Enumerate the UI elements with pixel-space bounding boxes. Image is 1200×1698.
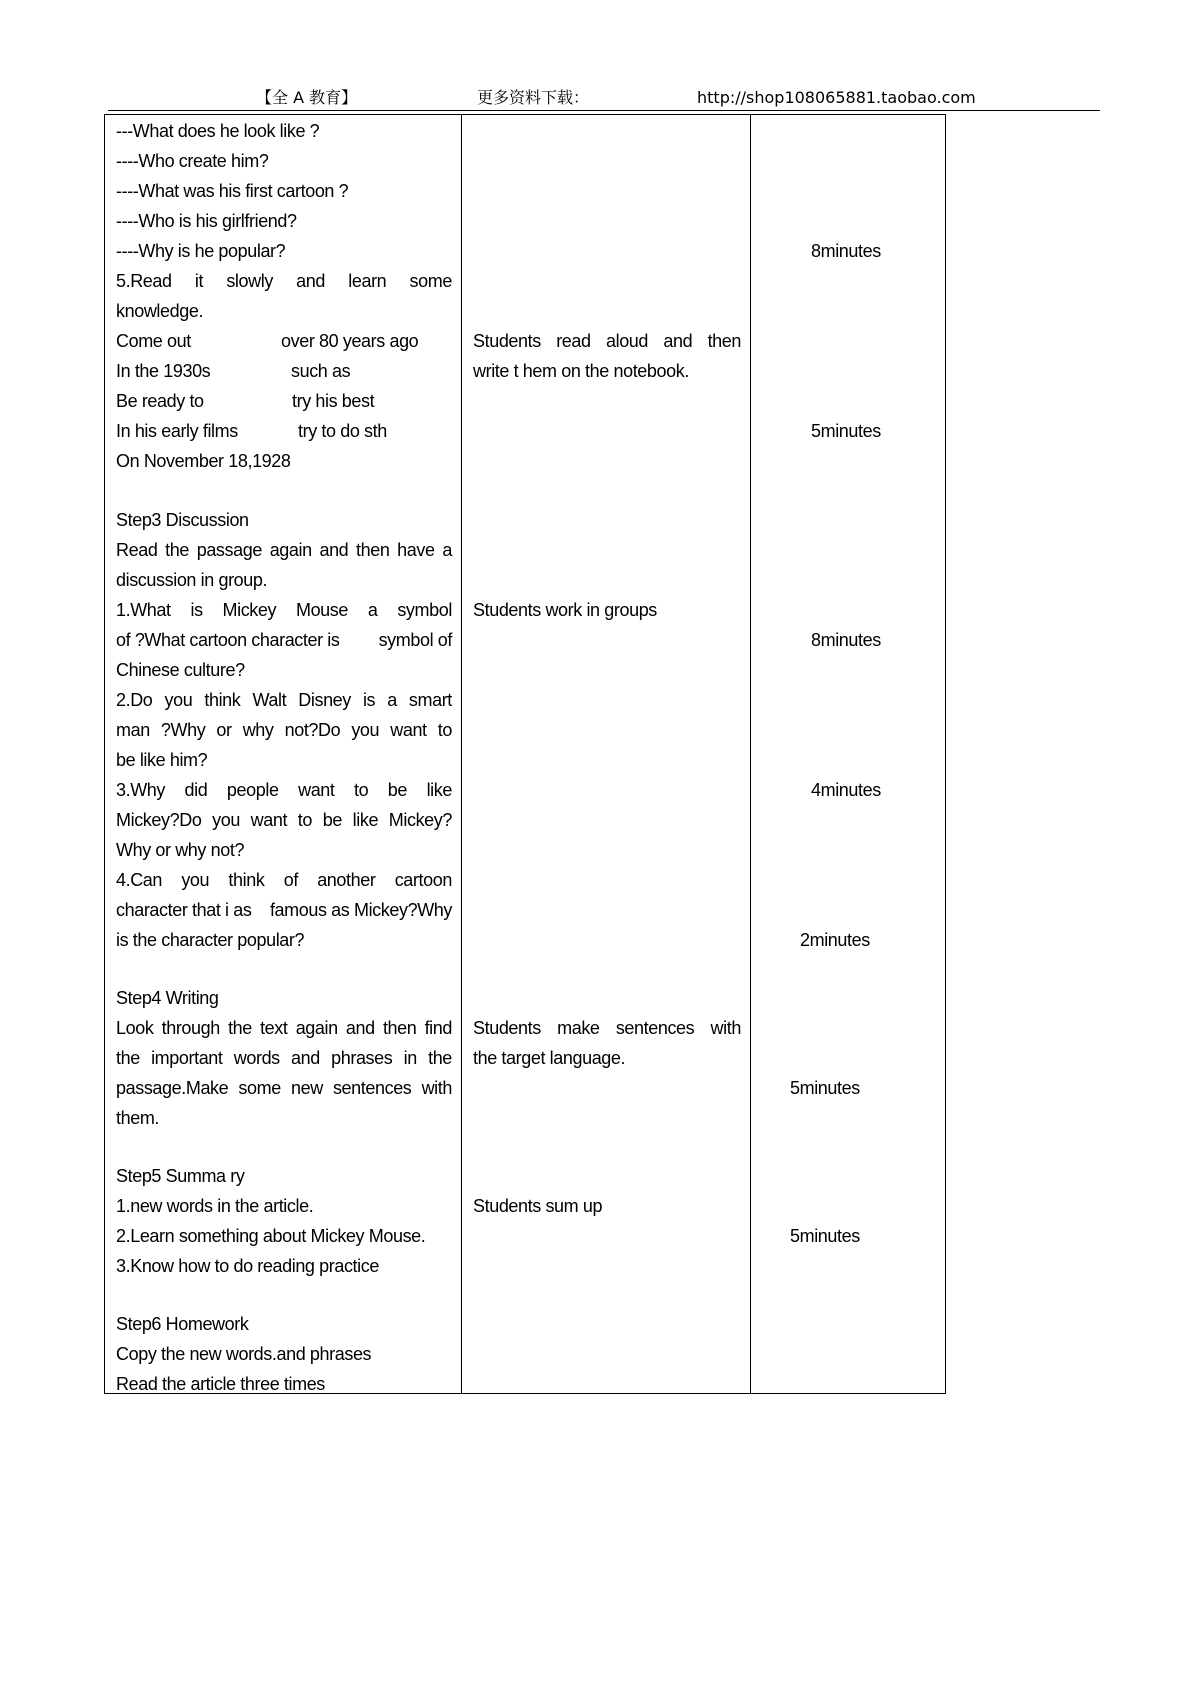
question4-line2: character that i as famous as Mickey?Why — [116, 900, 452, 920]
time-step5: 5minutes — [790, 1226, 860, 1246]
question-girlfriend: ----Who is his girlfriend? — [116, 211, 297, 231]
header-more-downloads: 更多资料下载： — [477, 88, 590, 107]
question2-line2: man ?Why or why not?Do you want to — [116, 720, 452, 740]
phrase-be-ready: Be ready to — [116, 391, 204, 411]
phrase-come-out: Come out — [116, 331, 191, 351]
step4-title: Step4 Writing — [116, 988, 219, 1008]
question1-line3: Chinese culture? — [116, 660, 245, 680]
step3-title: Step3 Discussion — [116, 510, 249, 530]
step5-item-3: 3.Know how to do reading practice — [116, 1256, 379, 1276]
header-url: http://shop108065881.taobao.com — [697, 88, 976, 107]
time-question1: 8minutes — [811, 630, 881, 650]
step4-line4: them. — [116, 1108, 160, 1128]
step4-line3: passage.Make some new sentences with — [116, 1078, 452, 1098]
activity-make-sentences-line2: the target language. — [473, 1048, 626, 1068]
read-slowly-line: 5.Read it slowly and learn some — [116, 271, 452, 291]
step5-item-2: 2.Learn something about Mickey Mouse. — [116, 1226, 426, 1246]
activity-read-aloud-line1: Students read aloud and then — [473, 331, 741, 351]
time-step4: 5minutes — [790, 1078, 860, 1098]
step4-line2: the important words and phrases in the — [116, 1048, 452, 1068]
step5-item-1: 1.new words in the article. — [116, 1196, 314, 1216]
time-question4: 2minutes — [800, 930, 870, 950]
phrase-try-do: try to do sth — [298, 421, 387, 441]
step6-item-1: Copy the new words.and phrases — [116, 1344, 372, 1364]
column-divider-1 — [461, 114, 462, 1394]
activity-read-aloud-line2: write t hem on the notebook. — [473, 361, 689, 381]
phrase-over-80: over 80 years ago — [281, 331, 419, 351]
question-popular: ----Why is he popular? — [116, 241, 286, 261]
header-rule — [108, 110, 1100, 111]
phrase-1930s: In the 1930s — [116, 361, 211, 381]
question2-line1: 2.Do you think Walt Disney is a smart — [116, 690, 452, 710]
time-question3: 4minutes — [811, 780, 881, 800]
step6-item-2: Read the article three times — [116, 1374, 325, 1394]
header-brand: 【全 A 教育】 — [256, 88, 358, 107]
question-create: ----Who create him? — [116, 151, 269, 171]
step4-line1: Look through the text again and then find — [116, 1018, 452, 1038]
step6-title: Step6 Homework — [116, 1314, 249, 1334]
phrase-try-best: try his best — [292, 391, 375, 411]
activity-make-sentences-line1: Students make sentences with — [473, 1018, 741, 1038]
phrase-such-as: such as — [291, 361, 351, 381]
time-step2b: 5minutes — [811, 421, 881, 441]
activity-groups: Students work in groups — [473, 600, 657, 620]
step5-title: Step5 Summa ry — [116, 1166, 245, 1186]
column-divider-2 — [750, 114, 751, 1394]
step3-intro-end: discussion in group. — [116, 570, 268, 590]
step3-intro-line: Read the passage again and then have a — [116, 540, 452, 560]
phrase-early-films: In his early films — [116, 421, 238, 441]
time-step2a: 8minutes — [811, 241, 881, 261]
question1-line2: of ?What cartoon character is symbol of — [116, 630, 452, 650]
question3-line1: 3.Why did people want to be like — [116, 780, 452, 800]
question3-line3: Why or why not? — [116, 840, 245, 860]
question1-line1: 1.What is Mickey Mouse a symbol — [116, 600, 452, 620]
read-slowly-end: knowledge. — [116, 301, 204, 321]
question4-line1: 4.Can you think of another cartoon — [116, 870, 452, 890]
phrase-november: On November 18,1928 — [116, 451, 291, 471]
question3-line2: Mickey?Do you want to be like Mickey? — [116, 810, 452, 830]
question2-line3: be like him? — [116, 750, 208, 770]
activity-sum-up: Students sum up — [473, 1196, 603, 1216]
question4-line3: is the character popular? — [116, 930, 305, 950]
question-first-cartoon: ----What was his first cartoon ? — [116, 181, 349, 201]
question-look: ---What does he look like ? — [116, 121, 320, 141]
